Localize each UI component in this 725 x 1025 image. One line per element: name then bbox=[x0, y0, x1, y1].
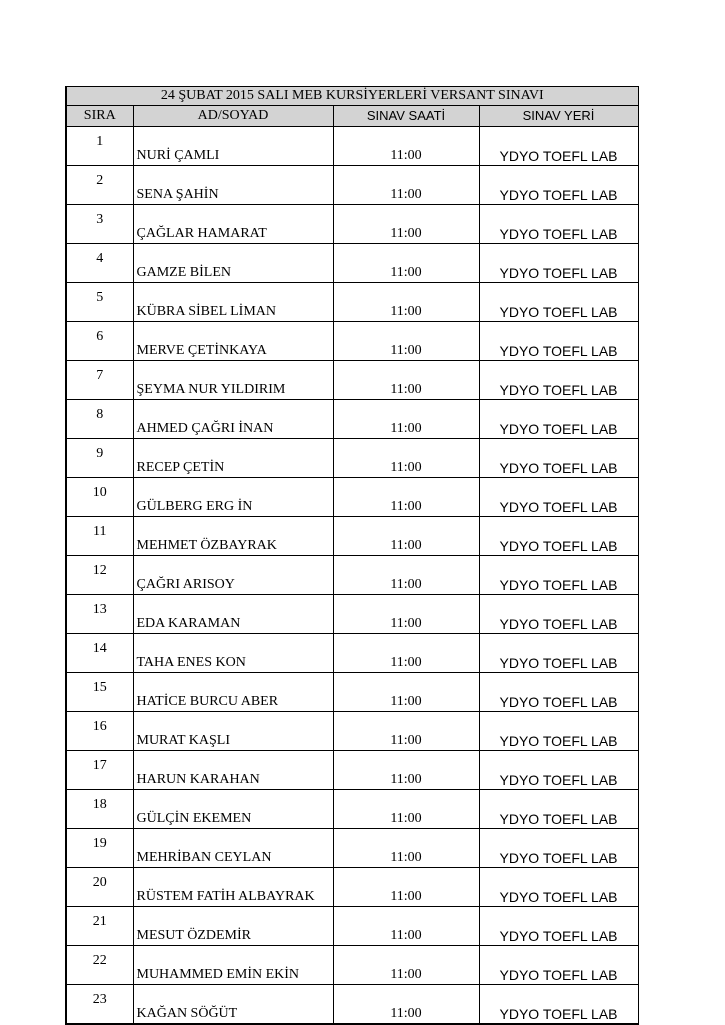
student-name: KAĞAN SÖĞÜT bbox=[133, 985, 333, 1025]
exam-place: YDYO TOEFL LAB bbox=[479, 868, 638, 907]
exam-time: 11:00 bbox=[333, 400, 479, 439]
table-row bbox=[66, 283, 638, 322]
student-name: MUHAMMED EMİN EKİN bbox=[133, 946, 333, 985]
table-body bbox=[66, 127, 638, 1025]
row-number: 5 bbox=[66, 283, 133, 322]
exam-place: YDYO TOEFL LAB bbox=[479, 634, 638, 673]
row-number: 8 bbox=[66, 400, 133, 439]
exam-place: YDYO TOEFL LAB bbox=[479, 478, 638, 517]
exam-place: YDYO TOEFL LAB bbox=[479, 517, 638, 556]
row-number: 11 bbox=[66, 517, 133, 556]
student-name: ÇAĞLAR HAMARAT bbox=[133, 205, 333, 244]
exam-place: YDYO TOEFL LAB bbox=[479, 556, 638, 595]
student-name: MEHMET ÖZBAYRAK bbox=[133, 517, 333, 556]
exam-time: 11:00 bbox=[333, 868, 479, 907]
header-row bbox=[66, 106, 638, 127]
student-name: ŞEYMA NUR YILDIRIM bbox=[133, 361, 333, 400]
table-row bbox=[66, 400, 638, 439]
table-row bbox=[66, 595, 638, 634]
exam-place: YDYO TOEFL LAB bbox=[479, 829, 638, 868]
row-number: 18 bbox=[66, 790, 133, 829]
exam-time: 11:00 bbox=[333, 712, 479, 751]
table-row bbox=[66, 322, 638, 361]
student-name: MURAT KAŞLI bbox=[133, 712, 333, 751]
header-no: SIRA bbox=[66, 106, 133, 127]
row-number: 6 bbox=[66, 322, 133, 361]
header-place: SINAV YERİ bbox=[479, 106, 638, 127]
title-row bbox=[66, 87, 638, 106]
student-name: HARUN KARAHAN bbox=[133, 751, 333, 790]
exam-place: YDYO TOEFL LAB bbox=[479, 361, 638, 400]
exam-time: 11:00 bbox=[333, 244, 479, 283]
row-number: 16 bbox=[66, 712, 133, 751]
header-name: AD/SOYAD bbox=[133, 106, 333, 127]
row-number: 21 bbox=[66, 907, 133, 946]
exam-place: YDYO TOEFL LAB bbox=[479, 712, 638, 751]
student-name: GÜLÇİN EKEMEN bbox=[133, 790, 333, 829]
table-row bbox=[66, 712, 638, 751]
table-row bbox=[66, 946, 638, 985]
exam-place: YDYO TOEFL LAB bbox=[479, 205, 638, 244]
exam-time: 11:00 bbox=[333, 829, 479, 868]
exam-time: 11:00 bbox=[333, 322, 479, 361]
student-name: RÜSTEM FATİH ALBAYRAK bbox=[133, 868, 333, 907]
student-name: EDA KARAMAN bbox=[133, 595, 333, 634]
student-name: MEHRİBAN CEYLAN bbox=[133, 829, 333, 868]
table-row bbox=[66, 205, 638, 244]
student-name: ÇAĞRI ARISOY bbox=[133, 556, 333, 595]
row-number: 14 bbox=[66, 634, 133, 673]
exam-time: 11:00 bbox=[333, 166, 479, 205]
table-row bbox=[66, 751, 638, 790]
table-row bbox=[66, 829, 638, 868]
exam-time: 11:00 bbox=[333, 673, 479, 712]
row-number: 2 bbox=[66, 166, 133, 205]
table-row bbox=[66, 985, 638, 1025]
exam-schedule-table bbox=[65, 86, 639, 1025]
student-name: HATİCE BURCU ABER bbox=[133, 673, 333, 712]
table-row bbox=[66, 478, 638, 517]
row-number: 13 bbox=[66, 595, 133, 634]
table-row bbox=[66, 634, 638, 673]
exam-time: 11:00 bbox=[333, 907, 479, 946]
student-name: NURİ ÇAMLI bbox=[133, 127, 333, 166]
student-name: RECEP ÇETİN bbox=[133, 439, 333, 478]
row-number: 17 bbox=[66, 751, 133, 790]
row-number: 12 bbox=[66, 556, 133, 595]
row-number: 9 bbox=[66, 439, 133, 478]
table-row bbox=[66, 439, 638, 478]
exam-time: 11:00 bbox=[333, 517, 479, 556]
exam-place: YDYO TOEFL LAB bbox=[479, 907, 638, 946]
table-row bbox=[66, 127, 638, 166]
student-name: GAMZE BİLEN bbox=[133, 244, 333, 283]
row-number: 3 bbox=[66, 205, 133, 244]
header-time: SINAV SAATİ bbox=[333, 106, 479, 127]
exam-place: YDYO TOEFL LAB bbox=[479, 244, 638, 283]
row-number: 4 bbox=[66, 244, 133, 283]
student-name: SENA ŞAHİN bbox=[133, 166, 333, 205]
exam-place: YDYO TOEFL LAB bbox=[479, 751, 638, 790]
student-name: GÜLBERG ERG İN bbox=[133, 478, 333, 517]
exam-time: 11:00 bbox=[333, 751, 479, 790]
exam-place: YDYO TOEFL LAB bbox=[479, 283, 638, 322]
table-row bbox=[66, 166, 638, 205]
exam-time: 11:00 bbox=[333, 127, 479, 166]
row-number: 20 bbox=[66, 868, 133, 907]
row-number: 7 bbox=[66, 361, 133, 400]
exam-time: 11:00 bbox=[333, 478, 479, 517]
table-row bbox=[66, 244, 638, 283]
student-name: AHMED ÇAĞRI İNAN bbox=[133, 400, 333, 439]
table-row bbox=[66, 907, 638, 946]
student-name: MESUT ÖZDEMİR bbox=[133, 907, 333, 946]
student-name: KÜBRA SİBEL LİMAN bbox=[133, 283, 333, 322]
exam-time: 11:00 bbox=[333, 361, 479, 400]
table-title: 24 ŞUBAT 2015 SALI MEB KURSİYERLERİ VERSANT SINAVI bbox=[66, 87, 638, 106]
exam-time: 11:00 bbox=[333, 595, 479, 634]
exam-place: YDYO TOEFL LAB bbox=[479, 127, 638, 166]
exam-time: 11:00 bbox=[333, 790, 479, 829]
row-number: 19 bbox=[66, 829, 133, 868]
exam-time: 11:00 bbox=[333, 556, 479, 595]
table-row bbox=[66, 517, 638, 556]
table-row bbox=[66, 556, 638, 595]
table-row bbox=[66, 790, 638, 829]
exam-place: YDYO TOEFL LAB bbox=[479, 439, 638, 478]
exam-time: 11:00 bbox=[333, 985, 479, 1025]
exam-place: YDYO TOEFL LAB bbox=[479, 985, 638, 1025]
exam-place: YDYO TOEFL LAB bbox=[479, 946, 638, 985]
exam-place: YDYO TOEFL LAB bbox=[479, 322, 638, 361]
row-number: 1 bbox=[66, 127, 133, 166]
student-name: TAHA ENES KON bbox=[133, 634, 333, 673]
row-number: 10 bbox=[66, 478, 133, 517]
row-number: 23 bbox=[66, 985, 133, 1025]
row-number: 22 bbox=[66, 946, 133, 985]
exam-place: YDYO TOEFL LAB bbox=[479, 790, 638, 829]
exam-time: 11:00 bbox=[333, 205, 479, 244]
table-row bbox=[66, 868, 638, 907]
exam-time: 11:00 bbox=[333, 283, 479, 322]
exam-place: YDYO TOEFL LAB bbox=[479, 400, 638, 439]
student-name: MERVE ÇETİNKAYA bbox=[133, 322, 333, 361]
row-number: 15 bbox=[66, 673, 133, 712]
exam-place: YDYO TOEFL LAB bbox=[479, 166, 638, 205]
table-row bbox=[66, 361, 638, 400]
exam-time: 11:00 bbox=[333, 946, 479, 985]
exam-time: 11:00 bbox=[333, 439, 479, 478]
exam-place: YDYO TOEFL LAB bbox=[479, 595, 638, 634]
exam-place: YDYO TOEFL LAB bbox=[479, 673, 638, 712]
table-row bbox=[66, 673, 638, 712]
exam-time: 11:00 bbox=[333, 634, 479, 673]
